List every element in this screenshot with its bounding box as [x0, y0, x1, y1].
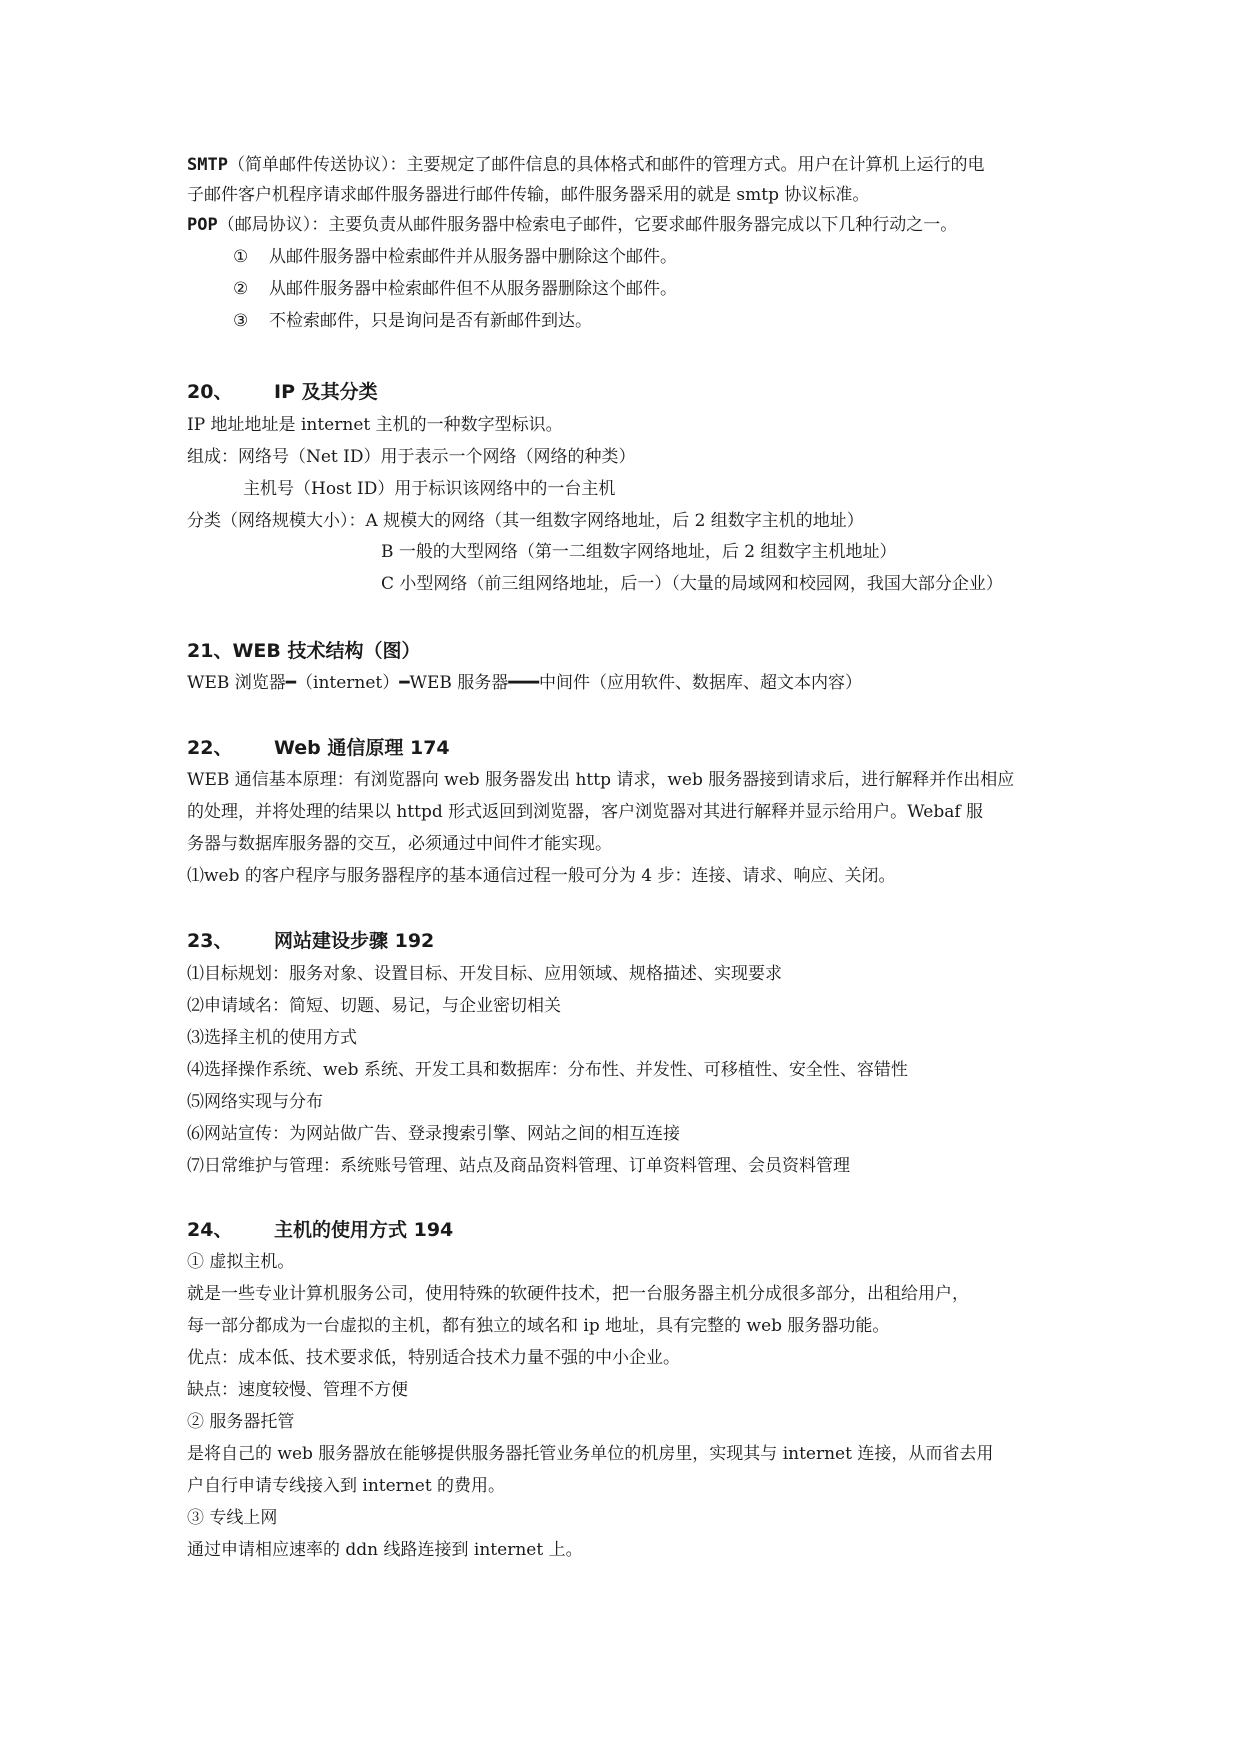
section-title: Web 通信原理 174 — [274, 737, 450, 759]
list-item-text: 不检索邮件，只是询问是否有新邮件到达。 — [269, 311, 592, 331]
section-23-line: ⑶选择主机的使用方式 — [187, 1028, 357, 1048]
section-20-heading — [187, 381, 378, 403]
list-marker: ② — [233, 279, 249, 299]
section-24-line: 缺点：速度较慢、管理不方便 — [187, 1380, 408, 1400]
pop-text-1: （邮局协议）：主要负责从邮件服务器中检索电子邮件，它要求邮件服务器完成以下几种行动之一。 — [217, 215, 958, 235]
section-23-line: ⑵申请域名：简短、切题、易记，与企业密切相关 — [187, 996, 561, 1016]
pop-term: POP — [187, 215, 218, 235]
section-24-line: 优点：成本低、技术要求低，特别适合技术力量不强的中小企业。 — [187, 1348, 680, 1368]
section-20-line: IP 地址地址是 internet 主机的一种数字型标识。 — [187, 415, 563, 435]
pop-list-item — [233, 278, 677, 300]
list-item-text: 从邮件服务器中检索邮件但不从服务器删除这个邮件。 — [269, 279, 677, 299]
section-24-line: 通过申请相应速率的 ddn 线路连接到 internet 上。 — [187, 1540, 583, 1560]
section-20-line: 分类（网络规模大小）：A 规模大的网络（其一组数字网络地址，后 2 组数字主机的地址） — [187, 511, 864, 531]
pop-paragraph-line-1 — [187, 214, 957, 236]
section-number: 22、 — [187, 737, 233, 759]
section-23-line: ⑸网络实现与分布 — [187, 1092, 323, 1112]
section-21-heading: 21、WEB 技术结构（图） — [187, 640, 421, 662]
smtp-paragraph-line-1 — [187, 154, 984, 176]
pop-list-item — [233, 246, 677, 268]
section-24-line: 每一部分都成为一台虚拟的主机，都有独立的域名和 ip 地址，具有完整的 web 服务器功能。 — [187, 1316, 890, 1336]
section-number: 24、 — [187, 1219, 233, 1241]
section-22-line: 的处理，并将处理的结果以 httpd 形式返回到浏览器，客户浏览器对其进行解释并显示给用户。Webaf 服 — [187, 802, 984, 822]
section-24-line: 是将自己的 web 服务器放在能够提供服务器托管业务单位的机房里，实现其与 internet 连接，从而省去用 — [187, 1444, 994, 1464]
section-22-line: 务器与数据库服务器的交互，必须通过中间件才能实现。 — [187, 834, 612, 854]
section-title: 网站建设步骤 192 — [274, 930, 435, 952]
section-20-line: 组成：网络号（Net ID）用于表示一个网络（网络的种类） — [187, 447, 636, 467]
section-24-line: 户自行申请专线接入到 internet 的费用。 — [187, 1476, 506, 1496]
list-item-text: 从邮件服务器中检索邮件并从服务器中删除这个邮件。 — [269, 247, 677, 267]
list-marker: ① — [233, 247, 249, 267]
section-22-line: ⑴web 的客户程序与服务器程序的基本通信过程一般可分为 4 步：连接、请求、响应、关闭。 — [187, 866, 896, 886]
section-title: IP 及其分类 — [274, 381, 378, 403]
pop-list-item — [233, 310, 592, 332]
section-title: 主机的使用方式 194 — [274, 1219, 454, 1241]
section-20-line: 主机号（Host ID）用于标识该网络中的一台主机 — [243, 479, 616, 499]
section-number: 20、 — [187, 381, 233, 403]
smtp-term: SMTP — [187, 155, 228, 175]
section-20-line: B 一般的大型网络（第一二组数字网络地址，后 2 组数字主机地址） — [381, 542, 897, 562]
section-23-heading — [187, 930, 434, 952]
section-23-line: ⑴目标规划：服务对象、设置目标、开发目标、应用领域、规格描述、实现要求 — [187, 964, 782, 984]
section-24-heading — [187, 1219, 453, 1241]
list-marker: ③ — [233, 311, 249, 331]
section-23-line: ⑷选择操作系统、web 系统、开发工具和数据库：分布性、并发性、可移植性、安全性、容错性 — [187, 1060, 908, 1080]
section-23-line: ⑹网站宣传：为网站做广告、登录搜索引擎、网站之间的相互连接 — [187, 1124, 680, 1144]
section-21-line: WEB 浏览器━（internet）━WEB 服务器━━━中间件（应用软件、数据库、超文本内容） — [187, 673, 862, 693]
section-24-line: ① 虚拟主机。 — [187, 1252, 295, 1272]
section-number: 23、 — [187, 930, 233, 952]
section-24-line: 就是一些专业计算机服务公司，使用特殊的软硬件技术，把一台服务器主机分成很多部分，出租给用户， — [187, 1284, 969, 1304]
smtp-text-1: （简单邮件传送协议）：主要规定了邮件信息的具体格式和邮件的管理方式。用户在计算机上运行的电 — [227, 155, 985, 175]
section-20-line: C 小型网络（前三组网络地址，后一）（大量的局域网和校园网，我国大部分企业） — [381, 574, 1003, 594]
section-22-line: WEB 通信基本原理：有浏览器向 web 服务器发出 http 请求，web 服务器接到请求后，进行解释并作出相应 — [187, 770, 1015, 790]
smtp-paragraph-line-2: 子邮件客户机程序请求邮件服务器进行邮件传输，邮件服务器采用的就是 smtp 协议标准。 — [187, 185, 870, 205]
section-23-line: ⑺日常维护与管理：系统账号管理、站点及商品资料管理、订单资料管理、会员资料管理 — [187, 1156, 850, 1176]
section-22-heading — [187, 737, 450, 759]
section-24-line: ② 服务器托管 — [187, 1412, 295, 1432]
section-24-line: ③ 专线上网 — [187, 1508, 278, 1528]
